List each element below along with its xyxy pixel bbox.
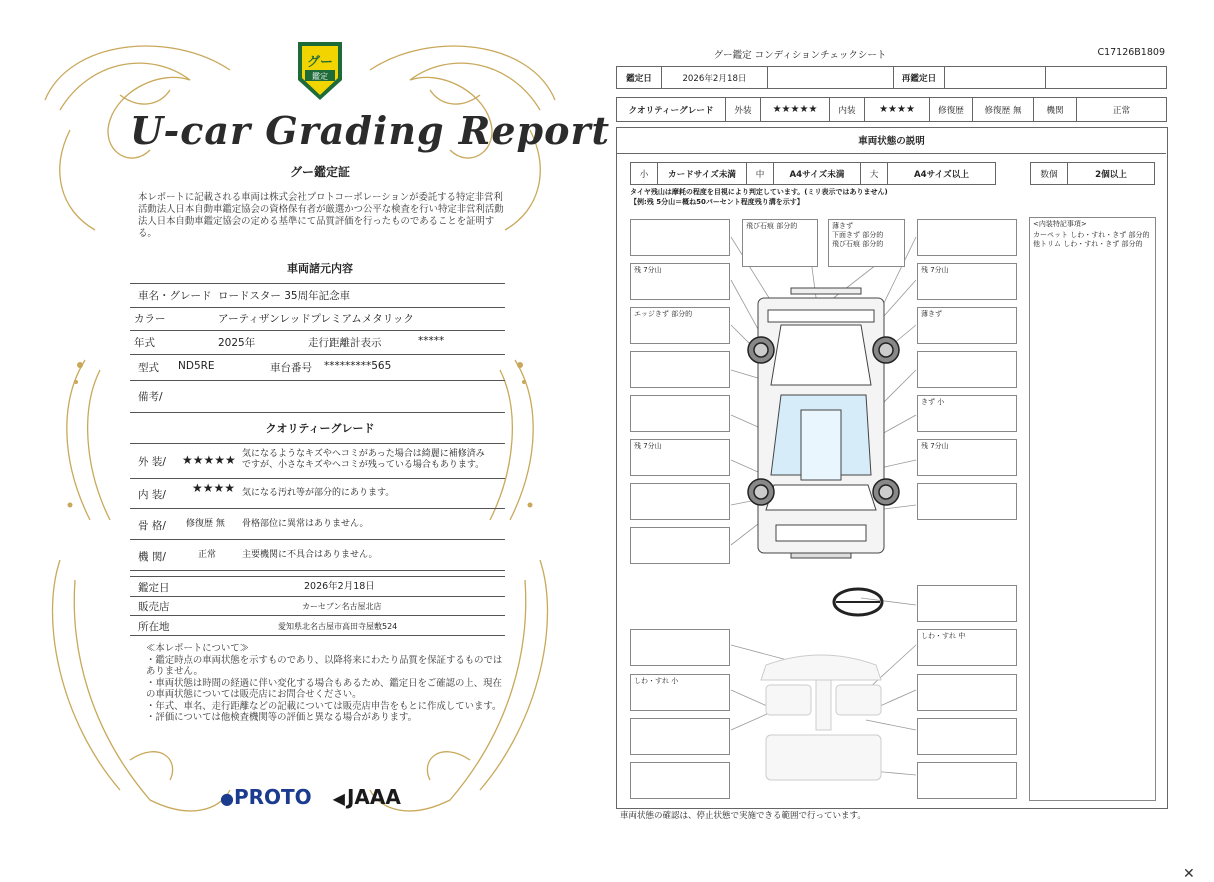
damage-box (917, 718, 1017, 755)
engine-value: 正常 (198, 550, 217, 560)
report-notes (146, 643, 506, 724)
remarks-row (130, 381, 505, 413)
empty-cell (945, 67, 1046, 89)
count-legend-table (1030, 162, 1155, 185)
damage-box-front-scratches (828, 219, 905, 267)
notes-heading: ≪本レポートについて≫ (146, 643, 249, 654)
frame-value: 修復歴 無 (186, 519, 225, 529)
quality-section-title: クオリティーグレード (265, 422, 375, 435)
size-large-label: 大 (861, 163, 888, 185)
vehicle-label: 車名・グレード (138, 290, 212, 302)
tire-note-1: タイヤ残山は摩耗の程度を目視により判定しています。(ミリ表示ではありません) (630, 188, 888, 196)
note-item: ・年式、車名、走行距離などの記載については販売店申告をもとに作成しています。 (146, 700, 502, 712)
damage-box (917, 585, 1017, 622)
damage-box-tire-fl: 残 7分山 (630, 263, 730, 300)
interior-notes-panel (1029, 217, 1156, 801)
date-row (130, 576, 505, 597)
front-scratch-line: 飛び石痕 部分的 (832, 240, 884, 248)
exterior-stars: ★★★★★ (182, 453, 236, 467)
note-item: ・車両状態は時間の経過に伴い変化する場合もあるため、鑑定日をご確認の上、現在の車両状態については販売店にお問合せください。 (146, 677, 502, 700)
proto-logo-text: PROTO (233, 785, 312, 809)
vehicle-value: ロードスター 35周年記念車 (218, 290, 351, 302)
color-value: アーティザンレッドプレミアムメタリック (218, 313, 414, 325)
damage-box (630, 629, 730, 666)
size-legend-table (630, 162, 996, 185)
damage-box-light-scratch: 薄きず (917, 307, 1017, 344)
front-scratch-line: 下面きず 部分的 (832, 231, 884, 239)
engine-label: 機 関/ (138, 551, 166, 563)
size-large-value: A4サイズ以上 (888, 163, 996, 185)
front-scratch-line: 薄きず (832, 222, 853, 230)
damage-box (630, 219, 730, 256)
sheet-footnote: 車両状態の確認は、停止状態で実施できる範囲で行っています。 (620, 811, 866, 821)
empty-cell (768, 67, 894, 89)
damage-box (630, 483, 730, 520)
year-value: 2025年 (218, 337, 256, 349)
note-item: ・評価については他検査機関等の評価と異なる場合があります。 (146, 712, 417, 723)
certificate-subtitle: グー鑑定証 (289, 165, 350, 179)
date-label: 鑑定日 (138, 582, 170, 594)
size-small-value: カードサイズ未満 (658, 163, 747, 185)
model-label: 型式 (138, 362, 159, 374)
sheet-quality-label: クオリティーグレード (617, 98, 726, 122)
note-item: ・鑑定時点の車両状態を示すものであり、以降将来にわたり品質を保証するものではありません。 (146, 654, 503, 677)
reinspect-label: 再鑑定日 (894, 67, 945, 89)
sheet-title: グー鑑定 コンディションチェックシート (713, 50, 887, 61)
mileage-label: 走行距離計表示 (308, 337, 382, 349)
model-row (130, 355, 505, 381)
exterior-row (130, 443, 505, 479)
close-icon[interactable]: ✕ (1183, 866, 1195, 882)
sheet-repair-value: 修復歴 無 (973, 98, 1034, 122)
sheet-int-stars: ★★★★ (865, 98, 930, 122)
date-value: 2026年2月18日 (304, 581, 375, 592)
interior-label: 内 装/ (138, 489, 166, 501)
dealer-value: カーセブン名古屋北店 (302, 602, 382, 611)
sheet-ext-stars: ★★★★★ (761, 98, 830, 122)
count-value: 2個以上 (1068, 163, 1155, 185)
damage-box-wrinkle-mid: しわ・すれ 中 (917, 629, 1017, 666)
jaaa-logo-text: JAAA (346, 785, 401, 809)
engine-desc: 主要機関に不具合はありません。 (242, 550, 378, 560)
damage-box (917, 219, 1017, 256)
address-label: 所在地 (138, 621, 170, 633)
sheet-repair-label: 修復歴 (930, 98, 973, 122)
sheet-engine-label: 機関 (1034, 98, 1077, 122)
empty-cell (1046, 67, 1167, 89)
interior-notes-title: <内装特記事項> (1033, 220, 1087, 228)
report-script-title: U-car Grading Report (130, 108, 611, 153)
spec-section-title: 車両諸元内容 (287, 262, 353, 275)
damage-box (630, 395, 730, 432)
count-label: 数個 (1031, 163, 1068, 185)
interior-desc: 気になる汚れ等が部分的にあります。 (242, 488, 395, 498)
address-value: 愛知県北名古屋市高田寺屋敷524 (278, 622, 398, 631)
damage-box (917, 351, 1017, 388)
damage-box (917, 762, 1017, 799)
size-mid-value: A4サイズ未満 (774, 163, 861, 185)
interior-notes-line-1: カーペット しわ・すれ・きず 部分的 (1033, 231, 1150, 239)
damage-box-edge: エッジきず 部分的 (630, 307, 730, 344)
engine-row (130, 540, 505, 571)
remarks-label: 備考/ (138, 391, 163, 403)
damage-box-rock-chip: 飛び石痕 部分的 (742, 219, 818, 267)
damage-box-tire-rr: 残 7分山 (917, 439, 1017, 476)
dealer-label: 販売店 (138, 601, 170, 613)
interior-row (130, 478, 505, 509)
jaaa-logo-icon: ◀ (332, 789, 345, 808)
sheet-engine-value: 正常 (1077, 98, 1167, 122)
certificate-intro: 本レポートに記載される車両は株式会社プロトコーポレーションが委託する特定非営利活動法人日本自動車鑑定協会の資格保有者が厳選かつ公平な検査を行い特定非営利活動法人日本自動車鑑定協会の定める基準にて品質評価を行ったものであることを証明する。 (138, 192, 504, 239)
steering-wheel-icon (834, 589, 882, 615)
proto-logo-icon: ● (220, 789, 234, 808)
damage-box (917, 483, 1017, 520)
condition-title: 車両状態の説明 (617, 131, 1166, 154)
sheet-ext-label: 外装 (726, 98, 761, 122)
frame-label: 骨 格/ (138, 520, 166, 532)
color-row (130, 307, 505, 331)
svg-text:グー: グー (306, 55, 334, 70)
damage-box-tire-fr: 残 7分山 (917, 263, 1017, 300)
car-topview-icon (758, 288, 884, 558)
frame-row (130, 509, 505, 540)
address-row (130, 616, 505, 636)
sheet-int-label: 内装 (830, 98, 865, 122)
chassis-label: 車台番号 (270, 362, 312, 374)
goo-kantei-badge-icon (292, 40, 348, 102)
grading-certificate (0, 0, 611, 840)
damage-box (630, 351, 730, 388)
interior-seats-icon (761, 655, 881, 780)
damage-box (630, 527, 730, 564)
damage-box (917, 674, 1017, 711)
date-header-table (616, 66, 1167, 89)
damage-box-scratch-small: きず 小 (917, 395, 1017, 432)
damage-box (630, 718, 730, 755)
tire-note-2: 【例:残 5分山＝概ね50パーセント程度残り溝を示す】 (630, 198, 804, 206)
sheet-date-value: 2026年2月18日 (662, 67, 768, 89)
chassis-value: *********565 (324, 360, 392, 372)
sheet-code: C17126B1809 (1097, 47, 1165, 58)
size-mid-label: 中 (747, 163, 774, 185)
year-label: 年式 (134, 337, 155, 349)
quality-header-table (616, 97, 1167, 122)
interior-notes-line-2: 他トリム しわ・すれ・きず 部分的 (1033, 240, 1143, 248)
damage-box-tire-rl: 残 7分山 (630, 439, 730, 476)
damage-box (630, 762, 730, 799)
exterior-desc-2: ですが、小さなキズやヘコミが残っている場合もあります。 (242, 460, 485, 470)
footer-logos (220, 785, 401, 809)
sheet-date-label: 鑑定日 (617, 67, 662, 89)
frame-desc: 骨格部位に異常はありません。 (242, 519, 369, 529)
model-value: ND5RE (178, 360, 215, 372)
damage-box-wrinkle-small: しわ・すれ 小 (630, 674, 730, 711)
vehicle-row (130, 283, 505, 308)
mileage-value: ***** (418, 335, 445, 347)
dealer-row (130, 596, 505, 616)
exterior-desc-1: 気になるようなキズやヘコミがあった場合は綺麗に補修済み (242, 449, 485, 459)
svg-text:鑑定: 鑑定 (312, 72, 328, 81)
year-row (130, 331, 505, 355)
color-label: カラー (134, 313, 166, 325)
exterior-label: 外 装/ (138, 456, 166, 468)
interior-stars: ★★★★ (192, 481, 236, 495)
size-small-label: 小 (631, 163, 658, 185)
